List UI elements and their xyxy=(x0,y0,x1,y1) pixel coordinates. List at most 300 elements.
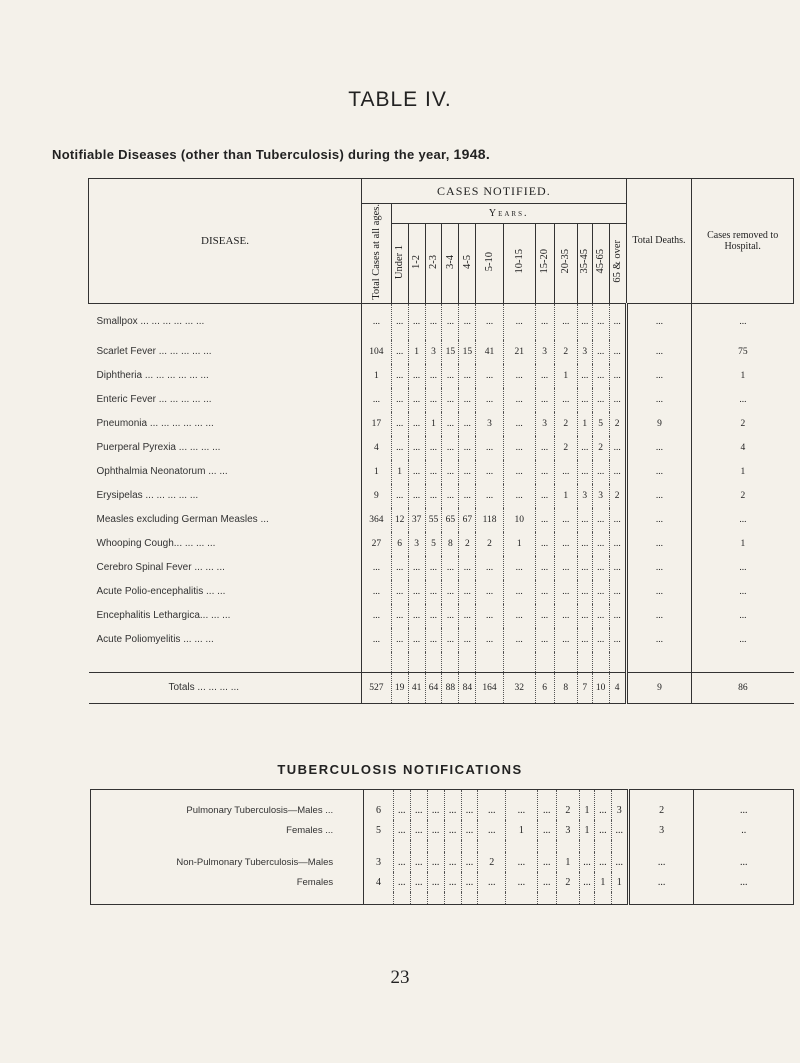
tb-age-count: ... xyxy=(594,820,611,840)
tb-age-count: ... xyxy=(444,790,461,821)
age-count: ... xyxy=(554,532,577,556)
disease-name: Smallpox ... ... ... ... ... ... xyxy=(96,316,205,328)
age-count: ... xyxy=(577,303,592,340)
age-count: 2 xyxy=(459,532,476,556)
age-count: ... xyxy=(535,580,554,604)
header-hospital-label: Cases removed to Hospital. xyxy=(707,229,779,252)
tb-age-count: ... xyxy=(537,820,556,840)
age-count: ... xyxy=(503,484,535,508)
table-row xyxy=(89,508,794,532)
totals-age-count: 88 xyxy=(442,672,459,703)
age-count: ... xyxy=(408,628,425,652)
table-row xyxy=(89,484,794,508)
header-age-group-label: 15-20 xyxy=(539,249,551,274)
disease-name: Enteric Fever ... ... ... ... ... xyxy=(96,394,212,406)
header-disease: DISEASE. xyxy=(89,179,362,304)
tuberculosis-caption: TUBERCULOSIS NOTIFICATIONS xyxy=(277,762,523,777)
age-count: ... xyxy=(592,460,609,484)
tb-age-count: ... xyxy=(393,790,410,821)
total-deaths: ... xyxy=(626,556,692,580)
age-count: ... xyxy=(391,303,408,340)
header-age-group-label: 65 & over xyxy=(612,240,624,283)
disease-name: Scarlet Fever ... ... ... ... ... xyxy=(96,346,212,358)
age-count: ... xyxy=(408,436,425,460)
age-count: ... xyxy=(554,303,577,340)
hospital-count: ... xyxy=(692,508,794,532)
disease-name: Diphtheria ... ... ... ... ... ... xyxy=(96,370,209,382)
age-count: ... xyxy=(577,556,592,580)
hospital-count: ... xyxy=(692,556,794,580)
hospital-count: ... xyxy=(692,604,794,628)
age-count: 55 xyxy=(425,508,442,532)
age-count: ... xyxy=(408,412,425,436)
hospital-count: ... xyxy=(692,303,794,340)
hospital-count: 1 xyxy=(692,460,794,484)
age-count: ... xyxy=(425,388,442,412)
tb-total: 6 xyxy=(364,790,394,821)
age-count: 65 xyxy=(442,508,459,532)
age-count: ... xyxy=(408,556,425,580)
hospital-count: 1 xyxy=(692,364,794,388)
header-age-group xyxy=(459,223,476,303)
tb-age-count: ... xyxy=(594,790,611,821)
age-count: ... xyxy=(442,412,459,436)
tb-age-count: ... xyxy=(505,790,537,821)
age-count: ... xyxy=(592,628,609,652)
tb-hospital: .. xyxy=(694,820,794,840)
total-deaths: ... xyxy=(626,508,692,532)
tb-age-count: ... xyxy=(537,852,556,872)
age-count: ... xyxy=(459,604,476,628)
spacer-row xyxy=(89,652,794,673)
age-count: 6 xyxy=(391,532,408,556)
tb-age-count: ... xyxy=(461,790,478,821)
age-count: ... xyxy=(592,388,609,412)
tb-age-count: ... xyxy=(611,852,628,872)
page-subtitle xyxy=(52,146,782,162)
age-count: 21 xyxy=(503,340,535,364)
age-count: 2 xyxy=(609,484,626,508)
age-count: ... xyxy=(577,508,592,532)
hospital-count: ... xyxy=(692,628,794,652)
age-count: ... xyxy=(476,628,504,652)
total-deaths: 9 xyxy=(626,412,692,436)
age-count: ... xyxy=(577,364,592,388)
age-count: ... xyxy=(442,604,459,628)
age-count: ... xyxy=(442,556,459,580)
age-count: ... xyxy=(535,388,554,412)
age-count: ... xyxy=(459,364,476,388)
age-count: ... xyxy=(425,580,442,604)
table-row xyxy=(89,532,794,556)
age-count: ... xyxy=(391,556,408,580)
table-row xyxy=(89,388,794,412)
age-count: 2 xyxy=(554,436,577,460)
header-age-group-label: 10-15 xyxy=(513,249,525,274)
age-count: ... xyxy=(459,628,476,652)
header-age-group-label: 4-5 xyxy=(461,254,473,269)
tb-age-count: ... xyxy=(427,790,444,821)
total-deaths: ... xyxy=(626,532,692,556)
tb-hospital: ... xyxy=(694,872,794,892)
header-age-group-label: 35-45 xyxy=(579,249,591,274)
age-count: 67 xyxy=(459,508,476,532)
age-count: ... xyxy=(503,303,535,340)
age-count: 5 xyxy=(592,412,609,436)
totals-age-count: 41 xyxy=(408,672,425,703)
age-count: ... xyxy=(577,604,592,628)
age-count: ... xyxy=(459,460,476,484)
tb-total: 3 xyxy=(364,852,394,872)
age-count: ... xyxy=(425,460,442,484)
age-count: ... xyxy=(442,484,459,508)
header-age-group xyxy=(535,223,554,303)
tb-age-count: ... xyxy=(580,852,595,872)
total-cases: ... xyxy=(362,556,392,580)
tb-age-count: ... xyxy=(427,872,444,892)
age-count: 2 xyxy=(609,412,626,436)
age-count: 15 xyxy=(459,340,476,364)
age-count: ... xyxy=(425,604,442,628)
disease-name: Whooping Cough... ... ... ... xyxy=(96,538,216,550)
age-count: 12 xyxy=(391,508,408,532)
hospital-count: 1 xyxy=(692,532,794,556)
age-count: ... xyxy=(425,436,442,460)
tb-label: Pulmonary Tuberculosis—Males ... xyxy=(186,804,334,816)
subtitle-year: 1948. xyxy=(453,146,491,162)
tb-age-count: ... xyxy=(410,820,427,840)
tb-age-count: ... xyxy=(478,790,506,821)
age-count: ... xyxy=(408,604,425,628)
age-count: ... xyxy=(391,484,408,508)
age-count: ... xyxy=(408,364,425,388)
table-row xyxy=(89,460,794,484)
header-age-group xyxy=(503,223,535,303)
header-cases-notified: CASES NOTIFIED. xyxy=(362,179,627,204)
age-count: ... xyxy=(408,580,425,604)
tb-row xyxy=(91,820,794,840)
totals-age-count: 6 xyxy=(535,672,554,703)
totals-age-count: 10 xyxy=(592,672,609,703)
header-age-group xyxy=(442,223,459,303)
age-count: ... xyxy=(408,484,425,508)
total-deaths: ... xyxy=(626,388,692,412)
tb-total: 4 xyxy=(364,872,394,892)
header-age-group-label: 5-10 xyxy=(484,252,496,272)
age-count: 2 xyxy=(554,412,577,436)
tb-total: 5 xyxy=(364,820,394,840)
tb-age-count: ... xyxy=(478,872,506,892)
total-cases: ... xyxy=(362,388,392,412)
age-count: ... xyxy=(391,628,408,652)
age-count: ... xyxy=(609,532,626,556)
hospital-count: 4 xyxy=(692,436,794,460)
age-count: ... xyxy=(425,484,442,508)
age-count: ... xyxy=(503,388,535,412)
age-count: ... xyxy=(554,460,577,484)
totals-age-count: 32 xyxy=(503,672,535,703)
total-cases: 104 xyxy=(362,340,392,364)
age-count: ... xyxy=(476,484,504,508)
age-count: ... xyxy=(503,364,535,388)
tb-age-count: 1 xyxy=(556,852,579,872)
tb-label: Non-Pulmonary Tuberculosis—Males xyxy=(176,856,334,868)
age-count: ... xyxy=(442,460,459,484)
age-count: ... xyxy=(577,436,592,460)
tb-age-count: 2 xyxy=(556,872,579,892)
age-count: 3 xyxy=(425,340,442,364)
hospital-count: 75 xyxy=(692,340,794,364)
gap-row xyxy=(91,892,794,905)
age-count: ... xyxy=(459,484,476,508)
disease-name: Cerebro Spinal Fever ... ... ... xyxy=(96,562,225,574)
age-count: ... xyxy=(554,556,577,580)
age-count: ... xyxy=(535,303,554,340)
age-count: 3 xyxy=(577,340,592,364)
tb-age-count: ... xyxy=(393,872,410,892)
totals-age-count: 7 xyxy=(577,672,592,703)
age-count: ... xyxy=(476,388,504,412)
age-count: ... xyxy=(609,364,626,388)
age-count: 3 xyxy=(577,484,592,508)
tb-age-count: ... xyxy=(478,820,506,840)
gap-row xyxy=(91,840,794,852)
age-count: 3 xyxy=(476,412,504,436)
age-count: ... xyxy=(503,556,535,580)
age-count: ... xyxy=(577,580,592,604)
total-cases: 1 xyxy=(362,364,392,388)
table-row xyxy=(89,303,794,340)
age-count: ... xyxy=(459,388,476,412)
totals-deaths: 9 xyxy=(626,672,692,703)
age-count: ... xyxy=(609,460,626,484)
age-count: 1 xyxy=(391,460,408,484)
total-cases: 4 xyxy=(362,436,392,460)
tb-row xyxy=(91,872,794,892)
table-row xyxy=(89,556,794,580)
age-count: ... xyxy=(592,604,609,628)
age-count: ... xyxy=(535,364,554,388)
header-age-group xyxy=(554,223,577,303)
tb-deaths: ... xyxy=(628,852,694,872)
header-age-group xyxy=(577,223,592,303)
age-count: ... xyxy=(476,303,504,340)
header-years: Years. xyxy=(391,204,626,224)
age-count: 3 xyxy=(592,484,609,508)
age-count: ... xyxy=(391,436,408,460)
age-count: ... xyxy=(408,388,425,412)
total-deaths: ... xyxy=(626,436,692,460)
disease-name: Encephalitis Lethargica... ... ... xyxy=(96,610,231,622)
age-count: 118 xyxy=(476,508,504,532)
age-count: ... xyxy=(442,388,459,412)
totals-age-count: 84 xyxy=(459,672,476,703)
tb-deaths: 3 xyxy=(628,820,694,840)
age-count: ... xyxy=(592,508,609,532)
tb-age-count: ... xyxy=(537,790,556,821)
age-count: ... xyxy=(609,508,626,532)
age-count: ... xyxy=(442,436,459,460)
age-count: ... xyxy=(535,460,554,484)
disease-name: Ophthalmia Neonatorum ... ... xyxy=(96,466,228,478)
tb-age-count: 3 xyxy=(611,790,628,821)
tb-label: Females ... xyxy=(286,824,334,836)
total-cases: ... xyxy=(362,303,392,340)
age-count: ... xyxy=(592,303,609,340)
age-count: ... xyxy=(408,303,425,340)
age-count: ... xyxy=(609,340,626,364)
header-age-group xyxy=(592,223,609,303)
age-count: 1 xyxy=(425,412,442,436)
age-count: 2 xyxy=(554,340,577,364)
tb-age-count: ... xyxy=(505,872,537,892)
age-count: ... xyxy=(535,532,554,556)
age-count: ... xyxy=(476,460,504,484)
age-count: ... xyxy=(609,604,626,628)
tb-age-count: ... xyxy=(393,852,410,872)
age-count: ... xyxy=(476,580,504,604)
hospital-count: ... xyxy=(692,580,794,604)
totals-row xyxy=(89,672,794,703)
age-count: ... xyxy=(577,532,592,556)
total-cases: 17 xyxy=(362,412,392,436)
age-count: 10 xyxy=(503,508,535,532)
age-count: ... xyxy=(554,604,577,628)
age-count: ... xyxy=(609,556,626,580)
tb-age-count: 2 xyxy=(556,790,579,821)
age-count: ... xyxy=(425,628,442,652)
notifiable-diseases-table xyxy=(88,178,794,704)
table-row xyxy=(89,364,794,388)
age-count: ... xyxy=(391,364,408,388)
header-age-group xyxy=(425,223,442,303)
total-deaths: ... xyxy=(626,460,692,484)
age-count: ... xyxy=(609,388,626,412)
age-count: ... xyxy=(535,556,554,580)
age-count: ... xyxy=(592,532,609,556)
age-count: ... xyxy=(592,340,609,364)
hospital-count: ... xyxy=(692,388,794,412)
totals-age-count: 8 xyxy=(554,672,577,703)
hospital-count: 2 xyxy=(692,484,794,508)
header-age-group-label: Under 1 xyxy=(394,244,406,279)
age-count: ... xyxy=(459,556,476,580)
totals-age-count: 19 xyxy=(391,672,408,703)
age-count: ... xyxy=(503,628,535,652)
age-count: 3 xyxy=(408,532,425,556)
header-age-group xyxy=(476,223,504,303)
hospital-count: 2 xyxy=(692,412,794,436)
header-age-group-label: 45-65 xyxy=(595,249,607,274)
tb-age-count: ... xyxy=(410,790,427,821)
age-count: 2 xyxy=(476,532,504,556)
age-count: ... xyxy=(592,580,609,604)
totals-label: Totals ... ... ... ... xyxy=(89,672,362,703)
total-cases: ... xyxy=(362,604,392,628)
age-count: ... xyxy=(577,460,592,484)
age-count: ... xyxy=(577,628,592,652)
total-cases: 9 xyxy=(362,484,392,508)
disease-name: Acute Poliomyelitis ... ... ... xyxy=(96,634,214,646)
tb-age-count: 2 xyxy=(478,852,506,872)
age-count: ... xyxy=(476,556,504,580)
age-count: ... xyxy=(554,580,577,604)
disease-name: Erysipelas ... ... ... ... ... xyxy=(96,490,199,502)
totals-total: 527 xyxy=(362,672,392,703)
tb-age-count: ... xyxy=(611,820,628,840)
header-total-cases xyxy=(362,204,392,304)
tb-age-count: ... xyxy=(410,872,427,892)
tb-age-count: 1 xyxy=(580,820,595,840)
age-count: ... xyxy=(476,364,504,388)
tb-age-count: ... xyxy=(427,820,444,840)
age-count: ... xyxy=(609,436,626,460)
age-count: ... xyxy=(503,436,535,460)
tb-row xyxy=(91,790,794,821)
tb-age-count: 1 xyxy=(580,790,595,821)
totals-age-count: 4 xyxy=(609,672,626,703)
age-count: ... xyxy=(442,303,459,340)
age-count: 15 xyxy=(442,340,459,364)
page-title: TABLE IV. xyxy=(348,88,452,111)
subtitle-text: Notifiable Diseases (other than Tuberculosis) during the year, xyxy=(52,147,450,162)
table-row xyxy=(89,412,794,436)
age-count: ... xyxy=(391,340,408,364)
total-deaths: ... xyxy=(626,628,692,652)
disease-name: Pneumonia ... ... ... ... ... ... xyxy=(96,418,214,430)
age-count: ... xyxy=(609,303,626,340)
header-age-group xyxy=(391,223,408,303)
header-age-group-label: 20-35 xyxy=(560,249,572,274)
total-deaths: ... xyxy=(626,303,692,340)
age-count: ... xyxy=(535,604,554,628)
age-count: ... xyxy=(408,460,425,484)
table-row xyxy=(89,604,794,628)
age-count: ... xyxy=(503,412,535,436)
age-count: 1 xyxy=(554,364,577,388)
header-age-group xyxy=(408,223,425,303)
total-cases: 1 xyxy=(362,460,392,484)
age-count: 1 xyxy=(408,340,425,364)
tb-age-count: ... xyxy=(594,852,611,872)
total-deaths: ... xyxy=(626,484,692,508)
age-count: ... xyxy=(554,388,577,412)
age-count: ... xyxy=(425,303,442,340)
header-age-group-label: 2-3 xyxy=(427,254,439,269)
age-count: ... xyxy=(592,364,609,388)
age-count: ... xyxy=(535,508,554,532)
header-age-group xyxy=(609,223,626,303)
tb-row xyxy=(91,852,794,872)
age-count: ... xyxy=(535,484,554,508)
tb-age-count: 3 xyxy=(556,820,579,840)
header-hospital xyxy=(692,179,794,304)
disease-name: Puerperal Pyrexia ... ... ... ... xyxy=(96,442,221,454)
tb-age-count: 1 xyxy=(505,820,537,840)
disease-name: Measles excluding German Measles ... xyxy=(96,514,269,526)
age-count: ... xyxy=(391,412,408,436)
age-count: 8 xyxy=(442,532,459,556)
tb-hospital: ... xyxy=(694,790,794,821)
age-count: ... xyxy=(503,580,535,604)
tuberculosis-table xyxy=(90,789,794,905)
tb-age-count: ... xyxy=(393,820,410,840)
age-count: 41 xyxy=(476,340,504,364)
tb-age-count: ... xyxy=(427,852,444,872)
age-count: 2 xyxy=(592,436,609,460)
age-count: ... xyxy=(503,604,535,628)
age-count: ... xyxy=(459,436,476,460)
